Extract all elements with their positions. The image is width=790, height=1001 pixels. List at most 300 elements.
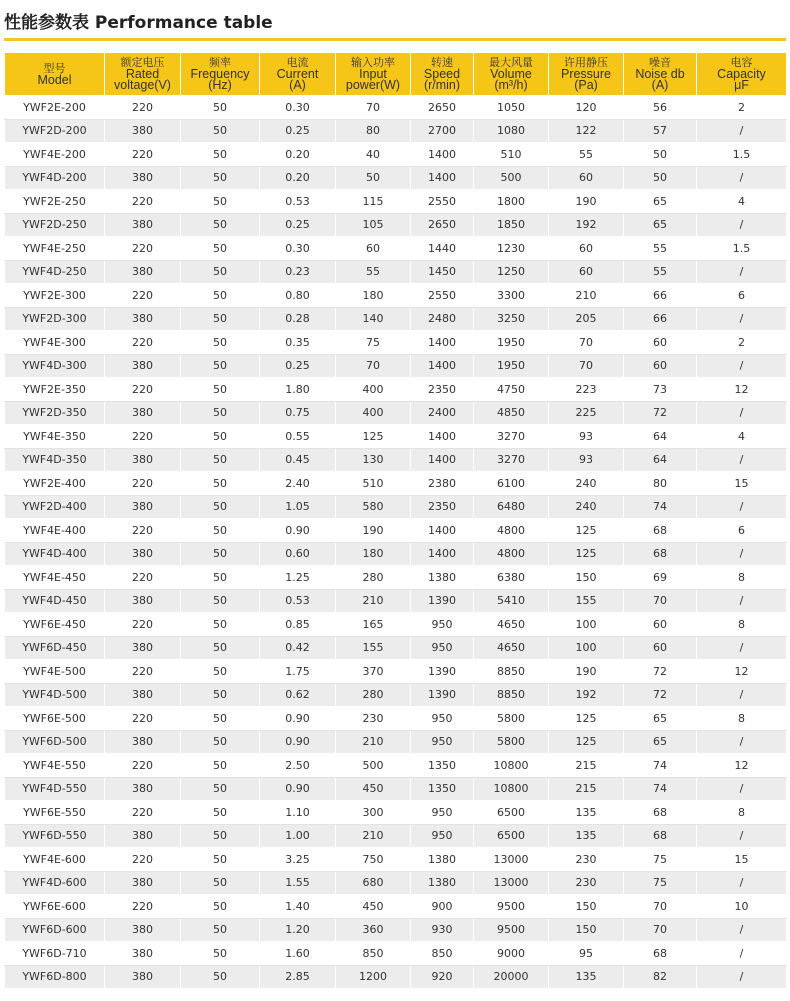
cell-noise: 75: [624, 848, 697, 872]
cell-frequency: 50: [181, 683, 260, 707]
cell-pressure: 150: [549, 566, 624, 590]
cell-frequency: 50: [181, 401, 260, 425]
cell-speed: 950: [411, 613, 474, 637]
cell-pressure: 125: [549, 542, 624, 566]
cell-speed: 1400: [411, 425, 474, 449]
table-body: [5, 96, 787, 989]
cell-rated-voltage: 380: [105, 589, 181, 613]
cell-input-power: 50: [336, 166, 411, 190]
cell-input-power: 75: [336, 331, 411, 355]
cell-model: YWF4D-450: [5, 589, 105, 613]
cell-frequency: 50: [181, 566, 260, 590]
cell-rated-voltage: 380: [105, 777, 181, 801]
cell-rated-voltage: 220: [105, 143, 181, 167]
cell-input-power: 180: [336, 542, 411, 566]
cell-volume: 1230: [474, 237, 549, 261]
cell-input-power: 105: [336, 213, 411, 237]
cell-noise: 65: [624, 190, 697, 214]
cell-capacity: /: [697, 119, 787, 143]
table-row: [5, 589, 787, 613]
cell-model: YWF4D-350: [5, 448, 105, 472]
header-volume: 最大风量 Volume (m³/h): [474, 53, 549, 96]
cell-model: YWF6D-800: [5, 965, 105, 989]
cell-speed: 1390: [411, 660, 474, 684]
cell-frequency: 50: [181, 589, 260, 613]
cell-noise: 66: [624, 284, 697, 308]
cell-input-power: 130: [336, 448, 411, 472]
cell-frequency: 50: [181, 284, 260, 308]
cell-current: 0.45: [260, 448, 336, 472]
cell-speed: 1400: [411, 354, 474, 378]
cell-current: 0.28: [260, 307, 336, 331]
cell-input-power: 280: [336, 566, 411, 590]
cell-speed: 1400: [411, 166, 474, 190]
table-row: [5, 683, 787, 707]
cell-volume: 1850: [474, 213, 549, 237]
cell-rated-voltage: 220: [105, 754, 181, 778]
cell-volume: 6480: [474, 495, 549, 519]
cell-input-power: 300: [336, 801, 411, 825]
cell-pressure: 95: [549, 942, 624, 966]
cell-noise: 65: [624, 213, 697, 237]
cell-model: YWF4E-450: [5, 566, 105, 590]
cell-capacity: /: [697, 683, 787, 707]
cell-model: YWF4E-250: [5, 237, 105, 261]
cell-speed: 2350: [411, 378, 474, 402]
cell-capacity: 8: [697, 707, 787, 731]
cell-speed: 920: [411, 965, 474, 989]
cell-model: YWF4D-600: [5, 871, 105, 895]
cell-model: YWF2D-200: [5, 119, 105, 143]
cell-volume: 6500: [474, 824, 549, 848]
cell-volume: 8850: [474, 660, 549, 684]
cell-pressure: 230: [549, 871, 624, 895]
cell-volume: 4800: [474, 519, 549, 543]
cell-model: YWF6D-600: [5, 918, 105, 942]
cell-pressure: 60: [549, 237, 624, 261]
cell-current: 1.60: [260, 942, 336, 966]
cell-pressure: 122: [549, 119, 624, 143]
title-underline: [4, 38, 786, 41]
cell-rated-voltage: 380: [105, 542, 181, 566]
cell-speed: 2350: [411, 495, 474, 519]
cell-current: 0.30: [260, 237, 336, 261]
cell-speed: 2400: [411, 401, 474, 425]
cell-current: 0.25: [260, 119, 336, 143]
cell-noise: 74: [624, 754, 697, 778]
cell-noise: 72: [624, 683, 697, 707]
cell-volume: 10800: [474, 754, 549, 778]
cell-frequency: 50: [181, 190, 260, 214]
cell-current: 3.25: [260, 848, 336, 872]
cell-model: YWF2E-400: [5, 472, 105, 496]
cell-speed: 950: [411, 707, 474, 731]
cell-speed: 1440: [411, 237, 474, 261]
cell-pressure: 190: [549, 190, 624, 214]
cell-volume: 3250: [474, 307, 549, 331]
cell-current: 0.60: [260, 542, 336, 566]
cell-pressure: 192: [549, 683, 624, 707]
cell-input-power: 140: [336, 307, 411, 331]
cell-volume: 10800: [474, 777, 549, 801]
cell-speed: 1400: [411, 519, 474, 543]
cell-rated-voltage: 220: [105, 331, 181, 355]
cell-current: 1.80: [260, 378, 336, 402]
cell-current: 0.20: [260, 143, 336, 167]
cell-noise: 60: [624, 613, 697, 637]
cell-speed: 950: [411, 824, 474, 848]
cell-frequency: 50: [181, 472, 260, 496]
cell-capacity: 8: [697, 801, 787, 825]
cell-model: YWF2E-350: [5, 378, 105, 402]
title-block: [4, 8, 786, 41]
cell-input-power: 155: [336, 636, 411, 660]
table-row: [5, 448, 787, 472]
cell-pressure: 215: [549, 777, 624, 801]
header-current: 电流 Current (A): [260, 53, 336, 96]
cell-pressure: 70: [549, 354, 624, 378]
cell-noise: 68: [624, 824, 697, 848]
cell-current: 1.05: [260, 495, 336, 519]
cell-capacity: 6: [697, 519, 787, 543]
cell-rated-voltage: 380: [105, 683, 181, 707]
cell-input-power: 70: [336, 354, 411, 378]
cell-rated-voltage: 380: [105, 213, 181, 237]
cell-volume: 6500: [474, 801, 549, 825]
cell-pressure: 223: [549, 378, 624, 402]
cell-input-power: 1200: [336, 965, 411, 989]
cell-pressure: 192: [549, 213, 624, 237]
cell-speed: 1380: [411, 848, 474, 872]
cell-model: YWF6E-450: [5, 613, 105, 637]
cell-noise: 60: [624, 331, 697, 355]
cell-current: 0.80: [260, 284, 336, 308]
cell-frequency: 50: [181, 801, 260, 825]
cell-capacity: /: [697, 824, 787, 848]
table-row: [5, 519, 787, 543]
table-row: [5, 707, 787, 731]
cell-rated-voltage: 220: [105, 613, 181, 637]
cell-capacity: 1.5: [697, 143, 787, 167]
cell-noise: 60: [624, 636, 697, 660]
cell-speed: 930: [411, 918, 474, 942]
table-row: [5, 190, 787, 214]
cell-model: YWF4D-250: [5, 260, 105, 284]
table-row: [5, 331, 787, 355]
cell-speed: 950: [411, 801, 474, 825]
cell-model: YWF4D-400: [5, 542, 105, 566]
cell-noise: 74: [624, 495, 697, 519]
cell-capacity: /: [697, 213, 787, 237]
cell-speed: 2550: [411, 284, 474, 308]
cell-model: YWF6D-710: [5, 942, 105, 966]
table-row: [5, 425, 787, 449]
cell-frequency: 50: [181, 96, 260, 120]
cell-input-power: 510: [336, 472, 411, 496]
cell-capacity: 2: [697, 96, 787, 120]
cell-current: 1.75: [260, 660, 336, 684]
cell-input-power: 70: [336, 96, 411, 120]
cell-pressure: 135: [549, 801, 624, 825]
cell-noise: 55: [624, 237, 697, 261]
cell-current: 0.23: [260, 260, 336, 284]
cell-capacity: 6: [697, 284, 787, 308]
table-row: [5, 730, 787, 754]
cell-rated-voltage: 220: [105, 378, 181, 402]
cell-current: 0.85: [260, 613, 336, 637]
cell-pressure: 93: [549, 425, 624, 449]
table-row: [5, 354, 787, 378]
cell-current: 0.90: [260, 519, 336, 543]
table-row: [5, 660, 787, 684]
header-pressure: 许用静压 Pressure (Pa): [549, 53, 624, 96]
cell-volume: 4850: [474, 401, 549, 425]
cell-rated-voltage: 220: [105, 237, 181, 261]
cell-volume: 1050: [474, 96, 549, 120]
cell-capacity: 12: [697, 754, 787, 778]
cell-model: YWF6E-600: [5, 895, 105, 919]
header-frequency: 频率 Frequency (Hz): [181, 53, 260, 96]
cell-pressure: 155: [549, 589, 624, 613]
cell-capacity: /: [697, 401, 787, 425]
cell-frequency: 50: [181, 378, 260, 402]
cell-pressure: 100: [549, 636, 624, 660]
cell-capacity: 15: [697, 472, 787, 496]
cell-frequency: 50: [181, 166, 260, 190]
cell-volume: 4650: [474, 636, 549, 660]
table-row: [5, 824, 787, 848]
cell-input-power: 400: [336, 378, 411, 402]
cell-pressure: 125: [549, 707, 624, 731]
header-input-power: 输入功率 Input power(W): [336, 53, 411, 96]
cell-model: YWF2D-350: [5, 401, 105, 425]
cell-capacity: /: [697, 542, 787, 566]
cell-model: YWF4E-200: [5, 143, 105, 167]
cell-rated-voltage: 380: [105, 260, 181, 284]
cell-current: 0.90: [260, 730, 336, 754]
cell-current: 1.55: [260, 871, 336, 895]
cell-noise: 68: [624, 542, 697, 566]
cell-input-power: 60: [336, 237, 411, 261]
cell-rated-voltage: 220: [105, 190, 181, 214]
cell-volume: 1250: [474, 260, 549, 284]
cell-speed: 2480: [411, 307, 474, 331]
cell-rated-voltage: 380: [105, 942, 181, 966]
cell-current: 0.90: [260, 707, 336, 731]
cell-input-power: 500: [336, 754, 411, 778]
cell-pressure: 125: [549, 519, 624, 543]
cell-input-power: 210: [336, 589, 411, 613]
cell-model: YWF2D-300: [5, 307, 105, 331]
cell-current: 0.25: [260, 213, 336, 237]
table-row: [5, 119, 787, 143]
cell-model: YWF4D-200: [5, 166, 105, 190]
cell-speed: 1400: [411, 143, 474, 167]
cell-rated-voltage: 220: [105, 519, 181, 543]
cell-noise: 68: [624, 801, 697, 825]
cell-noise: 50: [624, 166, 697, 190]
cell-current: 0.30: [260, 96, 336, 120]
cell-frequency: 50: [181, 613, 260, 637]
cell-capacity: /: [697, 636, 787, 660]
cell-input-power: 230: [336, 707, 411, 731]
cell-pressure: 55: [549, 143, 624, 167]
header-noise: 噪音 Noise db (A): [624, 53, 697, 96]
cell-input-power: 280: [336, 683, 411, 707]
table-row: [5, 542, 787, 566]
cell-current: 1.40: [260, 895, 336, 919]
cell-input-power: 80: [336, 119, 411, 143]
table-row: [5, 495, 787, 519]
cell-capacity: /: [697, 871, 787, 895]
cell-volume: 500: [474, 166, 549, 190]
cell-noise: 65: [624, 707, 697, 731]
table-row: [5, 378, 787, 402]
cell-rated-voltage: 220: [105, 284, 181, 308]
cell-rated-voltage: 380: [105, 307, 181, 331]
table-header-row: [5, 53, 787, 96]
cell-speed: 900: [411, 895, 474, 919]
cell-capacity: /: [697, 354, 787, 378]
cell-noise: 64: [624, 448, 697, 472]
cell-model: YWF4E-600: [5, 848, 105, 872]
cell-capacity: 12: [697, 660, 787, 684]
cell-speed: 2650: [411, 96, 474, 120]
cell-rated-voltage: 220: [105, 566, 181, 590]
performance-table: [4, 52, 787, 989]
cell-capacity: 12: [697, 378, 787, 402]
cell-input-power: 210: [336, 730, 411, 754]
cell-current: 0.42: [260, 636, 336, 660]
cell-pressure: 120: [549, 96, 624, 120]
cell-frequency: 50: [181, 754, 260, 778]
cell-volume: 5410: [474, 589, 549, 613]
cell-noise: 73: [624, 378, 697, 402]
cell-noise: 70: [624, 895, 697, 919]
cell-model: YWF4E-300: [5, 331, 105, 355]
cell-rated-voltage: 220: [105, 895, 181, 919]
cell-capacity: 4: [697, 190, 787, 214]
cell-frequency: 50: [181, 354, 260, 378]
cell-noise: 65: [624, 730, 697, 754]
cell-capacity: /: [697, 260, 787, 284]
cell-input-power: 165: [336, 613, 411, 637]
cell-capacity: 15: [697, 848, 787, 872]
cell-capacity: 8: [697, 566, 787, 590]
cell-noise: 69: [624, 566, 697, 590]
cell-noise: 56: [624, 96, 697, 120]
cell-frequency: 50: [181, 448, 260, 472]
cell-speed: 1450: [411, 260, 474, 284]
cell-capacity: 4: [697, 425, 787, 449]
cell-noise: 72: [624, 401, 697, 425]
cell-speed: 950: [411, 636, 474, 660]
cell-volume: 9500: [474, 918, 549, 942]
cell-model: YWF2D-400: [5, 495, 105, 519]
cell-noise: 57: [624, 119, 697, 143]
table-row: [5, 96, 787, 120]
cell-volume: 3300: [474, 284, 549, 308]
cell-input-power: 360: [336, 918, 411, 942]
cell-input-power: 750: [336, 848, 411, 872]
table-row: [5, 237, 787, 261]
cell-speed: 1350: [411, 777, 474, 801]
cell-model: YWF4D-500: [5, 683, 105, 707]
cell-model: YWF6D-450: [5, 636, 105, 660]
table-row: [5, 566, 787, 590]
cell-pressure: 60: [549, 260, 624, 284]
cell-pressure: 240: [549, 495, 624, 519]
cell-frequency: 50: [181, 519, 260, 543]
cell-volume: 3270: [474, 448, 549, 472]
cell-rated-voltage: 380: [105, 824, 181, 848]
cell-noise: 70: [624, 589, 697, 613]
table-row: [5, 918, 787, 942]
cell-input-power: 190: [336, 519, 411, 543]
cell-noise: 64: [624, 425, 697, 449]
cell-current: 1.25: [260, 566, 336, 590]
cell-rated-voltage: 380: [105, 448, 181, 472]
cell-pressure: 205: [549, 307, 624, 331]
cell-current: 2.40: [260, 472, 336, 496]
cell-frequency: 50: [181, 636, 260, 660]
cell-capacity: /: [697, 495, 787, 519]
cell-volume: 3270: [474, 425, 549, 449]
cell-noise: 70: [624, 918, 697, 942]
cell-volume: 8850: [474, 683, 549, 707]
cell-volume: 6100: [474, 472, 549, 496]
cell-noise: 68: [624, 942, 697, 966]
cell-capacity: 10: [697, 895, 787, 919]
cell-model: YWF6D-500: [5, 730, 105, 754]
table-row: [5, 895, 787, 919]
cell-pressure: 125: [549, 730, 624, 754]
cell-model: YWF2E-300: [5, 284, 105, 308]
cell-current: 2.85: [260, 965, 336, 989]
cell-rated-voltage: 380: [105, 119, 181, 143]
cell-volume: 4750: [474, 378, 549, 402]
table-row: [5, 166, 787, 190]
cell-volume: 4800: [474, 542, 549, 566]
cell-noise: 50: [624, 143, 697, 167]
cell-pressure: 240: [549, 472, 624, 496]
cell-speed: 1380: [411, 566, 474, 590]
cell-model: YWF2E-200: [5, 96, 105, 120]
cell-frequency: 50: [181, 143, 260, 167]
cell-model: YWF6D-550: [5, 824, 105, 848]
cell-model: YWF4D-300: [5, 354, 105, 378]
cell-capacity: /: [697, 942, 787, 966]
cell-current: 0.75: [260, 401, 336, 425]
cell-capacity: /: [697, 965, 787, 989]
cell-frequency: 50: [181, 942, 260, 966]
cell-rated-voltage: 380: [105, 871, 181, 895]
cell-speed: 1380: [411, 871, 474, 895]
cell-frequency: 50: [181, 213, 260, 237]
cell-speed: 950: [411, 730, 474, 754]
cell-rated-voltage: 220: [105, 801, 181, 825]
cell-rated-voltage: 380: [105, 918, 181, 942]
cell-input-power: 400: [336, 401, 411, 425]
header-model: 型号 Model: [5, 53, 105, 96]
cell-rated-voltage: 220: [105, 848, 181, 872]
cell-pressure: 210: [549, 284, 624, 308]
cell-frequency: 50: [181, 777, 260, 801]
cell-current: 1.00: [260, 824, 336, 848]
table-row: [5, 965, 787, 989]
cell-frequency: 50: [181, 542, 260, 566]
cell-model: YWF4D-550: [5, 777, 105, 801]
